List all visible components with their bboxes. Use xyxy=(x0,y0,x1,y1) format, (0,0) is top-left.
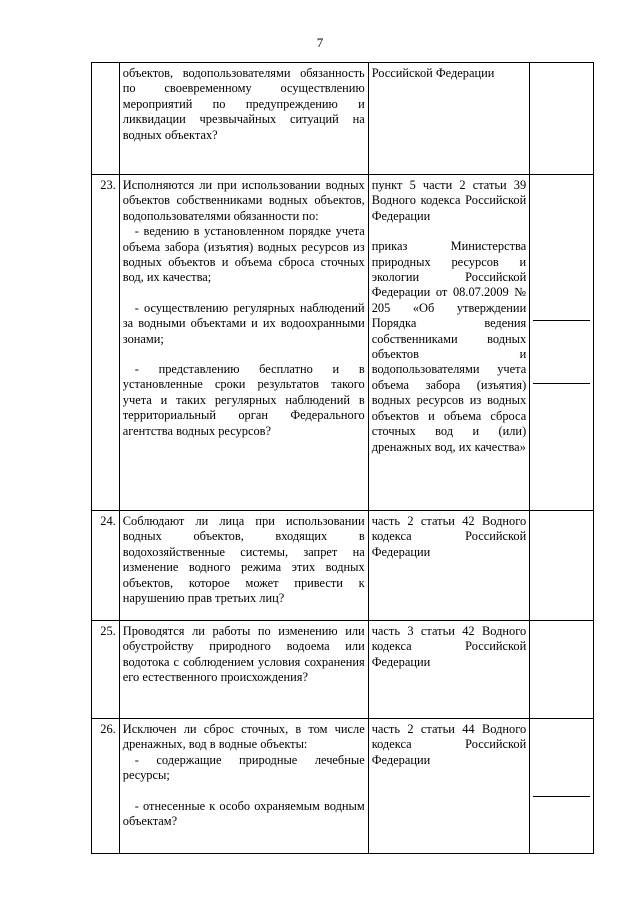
question-text: Проводятся ли работы по изменению или обустройству природного водоема или водотока с соблюдением условия сохранения его естественного происхождения? xyxy=(119,621,368,719)
question-intro: Исключен ли сброс сточных, в том числе дренажных, вод в водные объекты: xyxy=(122,722,365,752)
answer-cell[interactable] xyxy=(530,511,594,621)
table-row xyxy=(92,63,594,175)
question-intro: Исполняются ли при использовании водных объектов собственниками водных объектов, водопользователями обязанности по: xyxy=(122,178,365,223)
answer-subcell[interactable] xyxy=(533,384,590,507)
question-item: - содержащие природные лечебные ресурсы; xyxy=(122,752,365,783)
question-text xyxy=(119,719,368,854)
question-item: - ведению в установленном порядке учета объема забора (изъятия) водных ресурсов из водных объектов и объема сброса сточных вод, их качества; xyxy=(122,224,365,285)
row-number xyxy=(92,63,120,175)
answer-subcells xyxy=(533,722,590,850)
legal-basis: часть 2 статьи 42 Водного кодекса Российской Федерации xyxy=(368,511,530,621)
table-row xyxy=(92,719,594,854)
answer-subcell[interactable] xyxy=(533,797,590,850)
answer-cell[interactable] xyxy=(530,621,594,719)
row-number: 26. xyxy=(92,719,120,854)
row-number: 25. xyxy=(92,621,120,719)
table-row xyxy=(92,175,594,511)
row-number: 23. xyxy=(92,175,120,511)
checklist-table xyxy=(91,62,594,854)
table-row xyxy=(92,621,594,719)
question-item: - представлению бесплатно и в установленные сроки результатов такого учета и таких регулярных наблюдений в территориальный орган Федерального агентства водных ресурсов? xyxy=(122,362,365,438)
question-item: - осуществлению регулярных наблюдений за водными объектами и их водоохранными зонами; xyxy=(122,300,365,346)
legal-basis xyxy=(368,175,530,511)
question-item: - отнесенные к особо охраняемым водным объектам? xyxy=(122,798,365,829)
answer-subcells xyxy=(533,178,590,507)
legal-basis: часть 2 статьи 44 Водного кодекса Российской Федерации xyxy=(368,719,530,854)
question-text: объектов, водопользователями обязанность по своевременному осуществлению мероприятий по предупреждению и ликвидации чрезвычайных ситуаций на водных объектах? xyxy=(119,63,368,175)
answer-subcell[interactable] xyxy=(533,321,590,384)
table-row xyxy=(92,511,594,621)
legal-basis: часть 3 статьи 42 Водного кодекса Российской Федерации xyxy=(368,621,530,719)
answer-cell[interactable] xyxy=(530,719,594,854)
page-number: 7 xyxy=(316,35,324,50)
question-text xyxy=(119,175,368,511)
row-number: 24. xyxy=(92,511,120,621)
answer-cell[interactable] xyxy=(530,63,594,175)
legal-basis: Российской Федерации xyxy=(368,63,530,175)
question-text: Соблюдают ли лица при использовании водных объектов, входящих в водохозяйственные системы, запрет на изменение водного режима этих водных объектов, которое может привести к нарушению прав третьих лиц? xyxy=(119,511,368,621)
answer-cell[interactable] xyxy=(530,175,594,511)
answer-subcell[interactable] xyxy=(533,178,590,321)
answer-subcell[interactable] xyxy=(533,722,590,797)
legal-basis-1: пункт 5 части 2 статьи 39 Водного кодекса Российской Федерации xyxy=(371,178,527,223)
legal-basis-2: приказ Министерства природных ресурсов и экологии Российской Федерации от 08.07.2009 № 205 «Об утверждении Порядка ведения собственниками водных объектов и водопользователями учета объема забора (изъятия) водных ресурсов из водных объектов и объема сброса сточных вод и (или) дренажных вод, их качества» xyxy=(371,239,527,454)
